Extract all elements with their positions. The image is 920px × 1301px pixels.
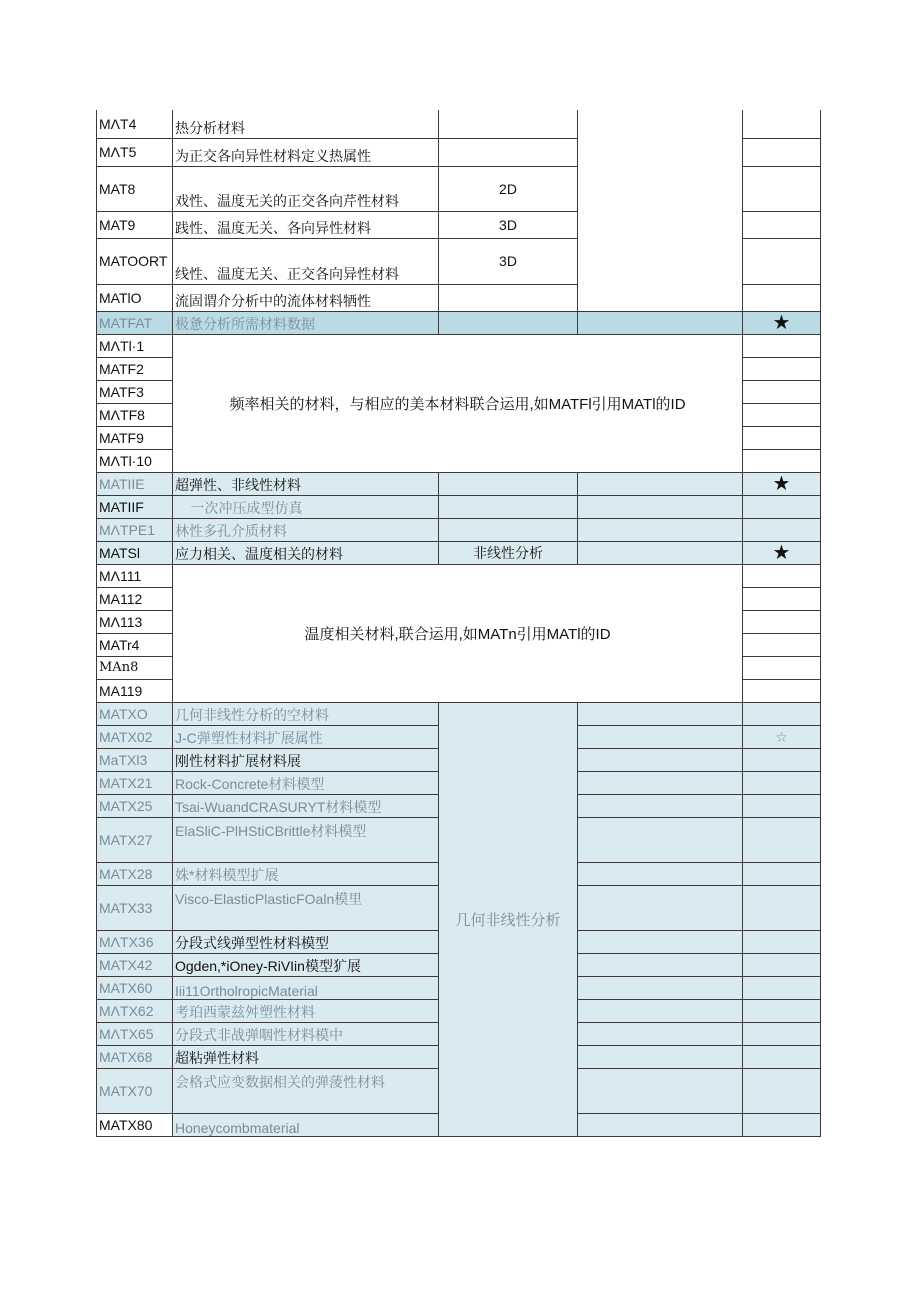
material-code: MΛ113 [97,610,173,633]
hollow-star-icon: ☆ [743,725,821,748]
material-code: MATX25 [97,794,173,817]
material-code: MAT8 [97,166,173,211]
star-cell [743,999,821,1022]
material-code: MATX28 [97,862,173,885]
analysis-category [439,110,578,138]
table-row [97,495,821,518]
table-row [97,541,821,564]
blank-cell [578,110,743,311]
material-code: MATX70 [97,1068,173,1113]
material-code: MATX60 [97,976,173,999]
star-cell [743,748,821,771]
material-code: MAT9 [97,211,173,238]
table-row [97,564,821,587]
material-code: MΛT5 [97,138,173,166]
material-description: 一次冲压成型仿真 [173,495,439,518]
star-cell [743,862,821,885]
analysis-category: 2D [439,166,578,211]
star-cell [743,495,821,518]
material-code: MATX80 [97,1113,173,1136]
star-icon: ★ [743,541,821,564]
star-icon: ★ [743,472,821,495]
material-description: 热分析材料 [173,110,439,138]
star-cell [743,885,821,930]
material-code: MATF9 [97,426,173,449]
material-description: Honeycombmaterial [173,1113,439,1136]
material-code: MΛTPE1 [97,518,173,541]
table-row [97,334,821,357]
star-cell [743,817,821,862]
material-description: Rock-Concrete材料模型 [173,771,439,794]
star-cell [743,238,821,284]
blank-cell [578,999,743,1022]
material-code: MΛTl·1 [97,334,173,357]
material-code: MATF2 [97,357,173,380]
material-description: 超弹性、非线性材料 [173,472,439,495]
material-code: MATX02 [97,725,173,748]
material-description: 践性、温度无关、各向异性材料 [173,211,439,238]
star-cell [743,284,821,311]
material-description: 超粘弹性材料 [173,1045,439,1068]
star-cell [743,953,821,976]
blank-cell [578,495,743,518]
material-code: MATlO [97,284,173,311]
blank-cell [578,771,743,794]
material-code: MATFAT [97,311,173,334]
material-code: MATSl [97,541,173,564]
blank-cell [578,311,743,334]
material-description: 极惫分析所需材料数据 [173,311,439,334]
material-description: Visco-ElasticPlasticFOaln模里 [173,885,439,930]
blank-cell [578,1113,743,1136]
blank-cell [578,794,743,817]
star-cell [743,1068,821,1113]
star-cell [743,587,821,610]
material-code: MΛTX62 [97,999,173,1022]
material-code: MΛTF8 [97,403,173,426]
material-code: MATX42 [97,953,173,976]
blank-cell [578,953,743,976]
material-description: 应力相关、温度相关的材料 [173,541,439,564]
material-description: 戏性、温度无关的正交各向芹性材料 [173,166,439,211]
analysis-category: 3D [439,211,578,238]
material-code: MaTXl3 [97,748,173,771]
star-cell [743,380,821,403]
material-description: 分段式线弹型性材料模型 [173,930,439,953]
material-description: 几何非线性分析的空材料 [173,702,439,725]
star-cell [743,449,821,472]
star-cell [743,610,821,633]
star-cell [743,334,821,357]
material-code: MA112 [97,587,173,610]
material-description: 为正交各向异性材料定义热属性 [173,138,439,166]
material-code: MATX27 [97,817,173,862]
analysis-category [439,472,578,495]
blank-cell [578,725,743,748]
material-code: MΛTX36 [97,930,173,953]
material-code: MATX33 [97,885,173,930]
material-description: 姝*材料模型扩展 [173,862,439,885]
material-description: 线性、温度无关、正交各向异性材料 [173,238,439,284]
blank-cell [578,862,743,885]
blank-cell [578,748,743,771]
material-description: 流固谓介分析中的流体材料牺性 [173,284,439,311]
material-description: Ogden,*iOney-RiVIin模型犷展 [173,953,439,976]
material-description: 刚性材料扩展材料展 [173,748,439,771]
material-code: MATIIE [97,472,173,495]
star-cell [743,1113,821,1136]
blank-cell [578,1068,743,1113]
material-code: MATF3 [97,380,173,403]
blank-cell [578,518,743,541]
blank-cell [578,472,743,495]
star-cell [743,403,821,426]
star-cell [743,1022,821,1045]
frequency-note: 频率相关的材料，与相应的美本材料联合运用,如MATFl引用MATl的ID [173,334,743,472]
star-cell [743,426,821,449]
material-code: MATOORT [97,238,173,284]
star-cell [743,930,821,953]
material-code: MATX68 [97,1045,173,1068]
material-code: MATIIF [97,495,173,518]
material-description: 考珀西蒙兹舛塑性材料 [173,999,439,1022]
star-cell [743,1045,821,1068]
star-icon: ★ [743,311,821,334]
material-description: 分段式非战弹咽性材料模中 [173,1022,439,1045]
analysis-category [439,495,578,518]
analysis-category [439,518,578,541]
blank-cell [578,930,743,953]
analysis-category [439,138,578,166]
material-code: MΛT4 [97,110,173,138]
material-code: MATr4 [97,633,173,656]
blank-cell [578,541,743,564]
star-cell [743,771,821,794]
analysis-category [439,311,578,334]
analysis-category [439,284,578,311]
material-description: 林性多孔介质材料 [173,518,439,541]
table-row [97,702,821,725]
star-cell [743,679,821,702]
material-code: MΛTl·10 [97,449,173,472]
star-cell [743,656,821,679]
geometric-nonlinear-category: 几何非线性分析 [439,702,578,1136]
star-cell [743,211,821,238]
material-description: Tsai-WuandCRASURYT材料模型 [173,794,439,817]
material-code: MΛTX65 [97,1022,173,1045]
material-code: MΛ111 [97,564,173,587]
blank-cell [578,1045,743,1068]
temperature-note: 温度相关材料,联合运用,如MATn引用MATl的ID [173,564,743,702]
star-cell [743,166,821,211]
analysis-category: 3D [439,238,578,284]
material-code: MATX21 [97,771,173,794]
blank-cell [578,976,743,999]
star-cell [743,518,821,541]
blank-cell [578,702,743,725]
blank-cell [578,1022,743,1045]
material-table [96,110,821,1137]
material-code: MAn8 [97,656,173,679]
table-row [97,518,821,541]
star-cell [743,138,821,166]
star-cell [743,357,821,380]
star-cell [743,633,821,656]
blank-cell [578,817,743,862]
material-code: MA119 [97,679,173,702]
star-cell [743,976,821,999]
star-cell [743,702,821,725]
table-row [97,472,821,495]
material-code: MATXO [97,702,173,725]
table-row [97,110,821,138]
blank-cell [578,885,743,930]
star-cell [743,794,821,817]
material-description: ElaSliC-PlHStiCBrittle材料模型 [173,817,439,862]
material-description: J-C弹塑性材料扩展属性 [173,725,439,748]
material-description: Iii11OrtholropicMaterial [173,976,439,999]
material-description: 会格式应变数据相关的弹蔆性材料 [173,1068,439,1113]
table-row [97,311,821,334]
star-cell [743,564,821,587]
star-cell [743,110,821,138]
analysis-category: 非线性分析 [439,541,578,564]
